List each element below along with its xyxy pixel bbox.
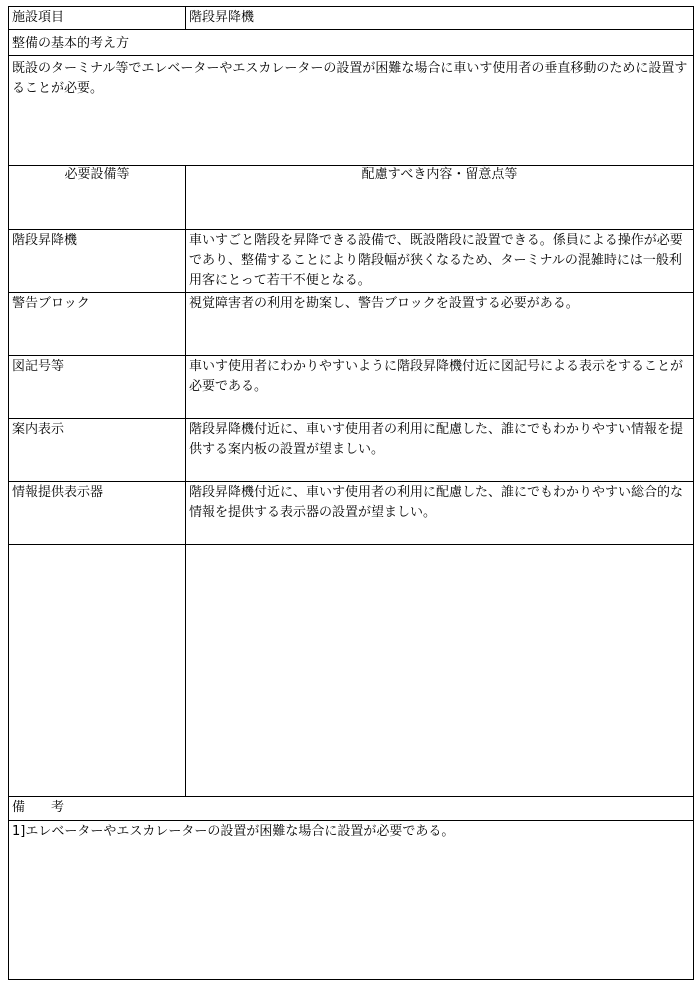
row-divider: [9, 355, 693, 356]
row-item-info-display: 情報提供表示器: [12, 485, 104, 500]
row-item-warning-block: 警告ブロック: [12, 296, 90, 311]
facility-item-value: 階段昇降機: [189, 10, 255, 25]
row-note-stair-lift: 車いすごと階段を昇降できる設備で、既設階段に設置できる。係員による操作が必要であり、整備することにより階段幅が狭くなるため、ターミナルの混雑時には一般利用客にとって若干不便となる。: [189, 233, 683, 288]
row-divider: [9, 481, 693, 482]
column-divider: [185, 165, 186, 796]
basic-concept-heading: 整備の基本的考え方: [12, 36, 130, 51]
row-note-warning-block: 視覚障害者の利用を勘案し、警告ブロックを設置する必要がある。: [189, 296, 579, 311]
row-note-pictograms: 車いす使用者にわかりやすいように階段昇降機付近に図記号による表示をすることが必要である。: [189, 359, 684, 394]
row-divider: [9, 29, 693, 30]
row-divider: [9, 229, 693, 230]
row-divider: [9, 418, 693, 419]
row-divider: [9, 796, 693, 797]
remarks-heading: 備 考: [12, 800, 65, 815]
basic-concept-text: 既設のターミナル等でエレベーターやエスカレーターの設置が困難な場合に車いす使用者の垂直移動のために設置することが必要。: [12, 61, 688, 96]
row-divider: [9, 820, 693, 821]
column-header-equipment: 必要設備等: [64, 167, 130, 182]
row-item-guidance-sign: 案内表示: [12, 422, 65, 437]
facility-sheet: [8, 6, 694, 980]
column-divider: [185, 7, 186, 29]
row-divider: [9, 292, 693, 293]
remarks-text: 1]エレベーターやエスカレーターの設置が困難な場合に設置が必要である。: [12, 824, 455, 839]
row-divider: [9, 55, 693, 56]
row-note-info-display: 階段昇降機付近に、車いす使用者の利用に配慮した、誰にでもわかりやすい総合的な情報を提供する表示器の設置が望ましい。: [189, 485, 684, 520]
row-item-pictograms: 図記号等: [12, 359, 65, 374]
row-divider: [9, 544, 693, 545]
column-header-considerations: 配慮すべき内容・留意点等: [361, 167, 518, 182]
row-note-guidance-sign: 階段昇降機付近に、車いす使用者の利用に配慮した、誰にでもわかりやすい情報を提供する案内板の設置が望ましい。: [189, 422, 684, 457]
row-item-stair-lift: 階段昇降機: [12, 233, 78, 248]
facility-item-label: 施設項目: [12, 10, 65, 25]
